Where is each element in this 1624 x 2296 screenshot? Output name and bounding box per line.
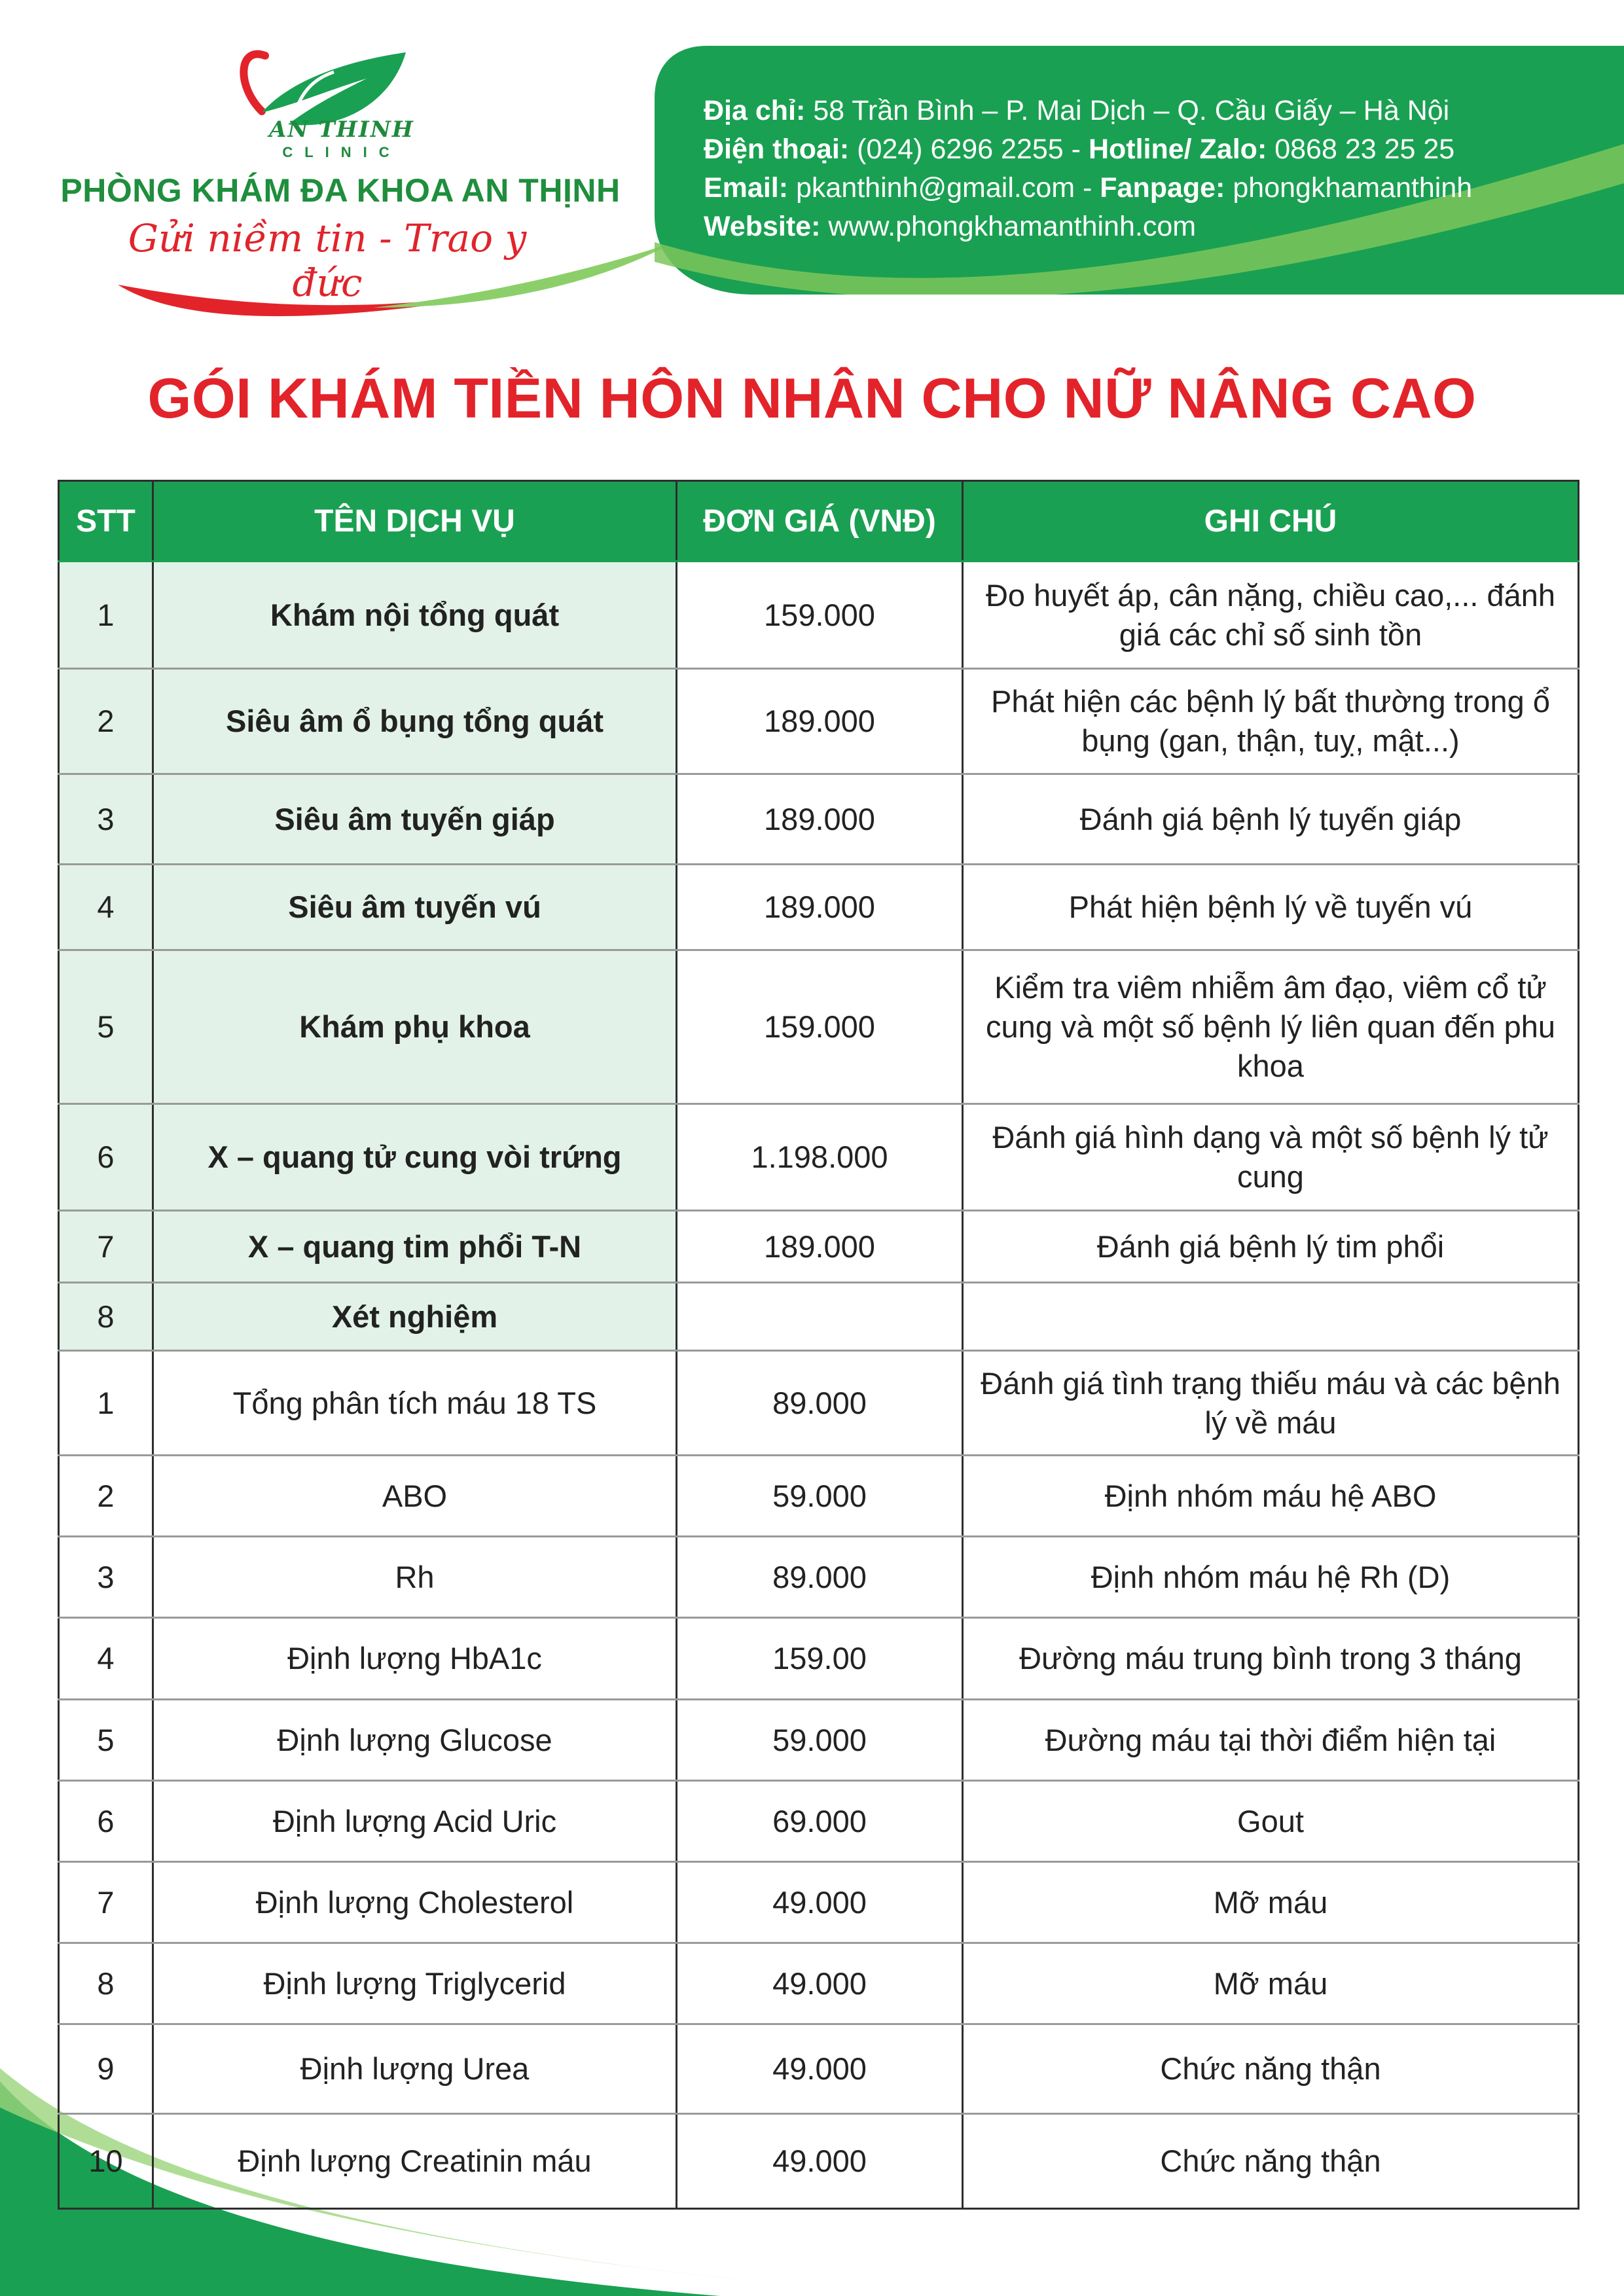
table-row: [59, 1537, 1579, 1618]
cell-price: 49.000: [677, 1862, 963, 1943]
cell-note: Đánh giá tình trạng thiếu máu và các bệnh lý về máu: [963, 1351, 1579, 1456]
cell-service: Siêu âm ổ bụng tổng quát: [153, 669, 677, 774]
cell-price: 159.000: [677, 950, 963, 1104]
cell-service: Tổng phân tích máu 18 TS: [153, 1351, 677, 1456]
clinic-slogan: Gửi niềm tin - Trao y đức: [128, 216, 527, 305]
cell-note: Phát hiện bệnh lý về tuyến vú: [963, 865, 1579, 950]
cell-service: Định lượng HbA1c: [153, 1618, 677, 1700]
cell-note: Phát hiện các bệnh lý bất thường trong ổ bụng (gan, thận, tuỵ, mật...): [963, 669, 1579, 774]
table-row: [59, 562, 1579, 669]
cell-service: Định lượng Glucose: [153, 1700, 677, 1781]
cell-note: Gout: [963, 1781, 1579, 1862]
cell-service: X – quang tim phổi T-N: [153, 1211, 677, 1283]
address-line: Địa chỉ: 58 Trần Bình – P. Mai Dịch – Q. Cầu Giấy – Hà Nội: [704, 95, 1450, 126]
cell-service: Khám phụ khoa: [153, 950, 677, 1104]
cell-note: [963, 1283, 1579, 1351]
table-row: [59, 950, 1579, 1104]
col-header-price: ĐƠN GIÁ (VNĐ): [677, 481, 963, 562]
cell-service: X – quang tử cung vòi trứng: [153, 1104, 677, 1211]
cell-note: Đo huyết áp, cân nặng, chiều cao,... đánh giá các chỉ số sinh tồn: [963, 562, 1579, 669]
page-header: [0, 0, 1624, 367]
cell-note: Đánh giá bệnh lý tim phổi: [963, 1211, 1579, 1283]
table-row: [59, 1700, 1579, 1781]
table-row: [59, 1456, 1579, 1537]
table-row: [59, 1781, 1579, 1862]
table-row: [59, 1211, 1579, 1283]
cell-stt: 2: [59, 1456, 153, 1537]
email-line: Email: pkanthinh@gmail.com - Fanpage: phongkhamanthinh: [704, 172, 1473, 204]
cell-service: ABO: [153, 1456, 677, 1537]
cell-price: 59.000: [677, 1456, 963, 1537]
cell-stt: 6: [59, 1104, 153, 1211]
cell-price: 159.00: [677, 1618, 963, 1700]
cell-note: Định nhóm máu hệ Rh (D): [963, 1537, 1579, 1618]
cell-note: Mỡ máu: [963, 1943, 1579, 2024]
cell-price: 189.000: [677, 1211, 963, 1283]
cell-price: 189.000: [677, 774, 963, 865]
cell-price: 49.000: [677, 2024, 963, 2114]
cell-note: Đường máu tại thời điểm hiện tại: [963, 1700, 1579, 1781]
cell-price: 59.000: [677, 1700, 963, 1781]
cell-stt: 10: [59, 2114, 153, 2209]
cell-stt: 7: [59, 1211, 153, 1283]
cell-price: 89.000: [677, 1351, 963, 1456]
table-row: [59, 669, 1579, 774]
phone-line: Điện thoại: (024) 6296 2255 - Hotline/ Zalo: 0868 23 25 25: [704, 134, 1455, 165]
cell-stt: 8: [59, 1943, 153, 2024]
cell-service: Định lượng Acid Uric: [153, 1781, 677, 1862]
cell-price: 159.000: [677, 562, 963, 669]
cell-note: Mỡ máu: [963, 1862, 1579, 1943]
col-header-service: TÊN DỊCH VỤ: [153, 481, 677, 562]
table-row: [59, 1862, 1579, 1943]
page-title: GÓI KHÁM TIỀN HÔN NHÂN CHO NỮ NÂNG CAO: [147, 367, 1477, 430]
table-header-row: [59, 481, 1579, 562]
website-line: Website: www.phongkhamanthinh.com: [704, 211, 1197, 242]
cell-service: Khám nội tổng quát: [153, 562, 677, 669]
price-table: [58, 480, 1579, 2210]
cell-note: Chức năng thận: [963, 2114, 1579, 2209]
table-row: [59, 2114, 1579, 2209]
cell-stt: 1: [59, 562, 153, 669]
cell-note: Định nhóm máu hệ ABO: [963, 1456, 1579, 1537]
table-row: [59, 1104, 1579, 1211]
cell-service: Định lượng Triglycerid: [153, 1943, 677, 2024]
cell-service: Xét nghiệm: [153, 1283, 677, 1351]
logo-text: AN THINH: [269, 117, 414, 143]
cell-note: Kiểm tra viêm nhiễm âm đạo, viêm cổ tử cung và một số bệnh lý liên quan đến phu khoa: [963, 950, 1579, 1104]
table-row: [59, 1618, 1579, 1700]
leaf-icon: [262, 52, 406, 125]
cell-service: Rh: [153, 1537, 677, 1618]
cell-price: 49.000: [677, 2114, 963, 2209]
cell-stt: 8: [59, 1283, 153, 1351]
cell-note: Đường máu trung bình trong 3 tháng: [963, 1618, 1579, 1700]
cell-stt: 6: [59, 1781, 153, 1862]
logo-subtext: CLINIC: [282, 144, 401, 160]
cell-price: 1.198.000: [677, 1104, 963, 1211]
cell-service: Định lượng Cholesterol: [153, 1862, 677, 1943]
table-row: [59, 774, 1579, 865]
table-row: [59, 1943, 1579, 2024]
cell-service: Định lượng Creatinin máu: [153, 2114, 677, 2209]
cell-service: Siêu âm tuyến giáp: [153, 774, 677, 865]
cell-price: 189.000: [677, 865, 963, 950]
cell-stt: 3: [59, 774, 153, 865]
cell-stt: 5: [59, 1700, 153, 1781]
cell-stt: 4: [59, 865, 153, 950]
cell-price: 189.000: [677, 669, 963, 774]
cell-stt: 5: [59, 950, 153, 1104]
contact-info: [704, 92, 1607, 246]
cell-stt: 9: [59, 2024, 153, 2114]
cell-price: 89.000: [677, 1537, 963, 1618]
cell-note: Chức năng thận: [963, 2024, 1579, 2114]
cell-service: Định lượng Urea: [153, 2024, 677, 2114]
cell-stt: 3: [59, 1537, 153, 1618]
cell-stt: 4: [59, 1618, 153, 1700]
clinic-name: PHÒNG KHÁM ĐA KHOA AN THỊNH: [60, 172, 621, 209]
cell-note: Đánh giá hình dạng và một số bệnh lý tử cung: [963, 1104, 1579, 1211]
table-row: [59, 1351, 1579, 1456]
table-row: [59, 865, 1579, 950]
cell-note: Đánh giá bệnh lý tuyến giáp: [963, 774, 1579, 865]
col-header-note: GHI CHÚ: [963, 481, 1579, 562]
table-row: [59, 2024, 1579, 2114]
cell-price: 49.000: [677, 1943, 963, 2024]
table-row: [59, 1283, 1579, 1351]
col-header-stt: STT: [59, 481, 153, 562]
cell-price: 69.000: [677, 1781, 963, 1862]
heart-icon: [244, 54, 265, 111]
cell-price: [677, 1283, 963, 1351]
cell-stt: 2: [59, 669, 153, 774]
cell-stt: 7: [59, 1862, 153, 1943]
cell-service: Siêu âm tuyến vú: [153, 865, 677, 950]
cell-stt: 1: [59, 1351, 153, 1456]
